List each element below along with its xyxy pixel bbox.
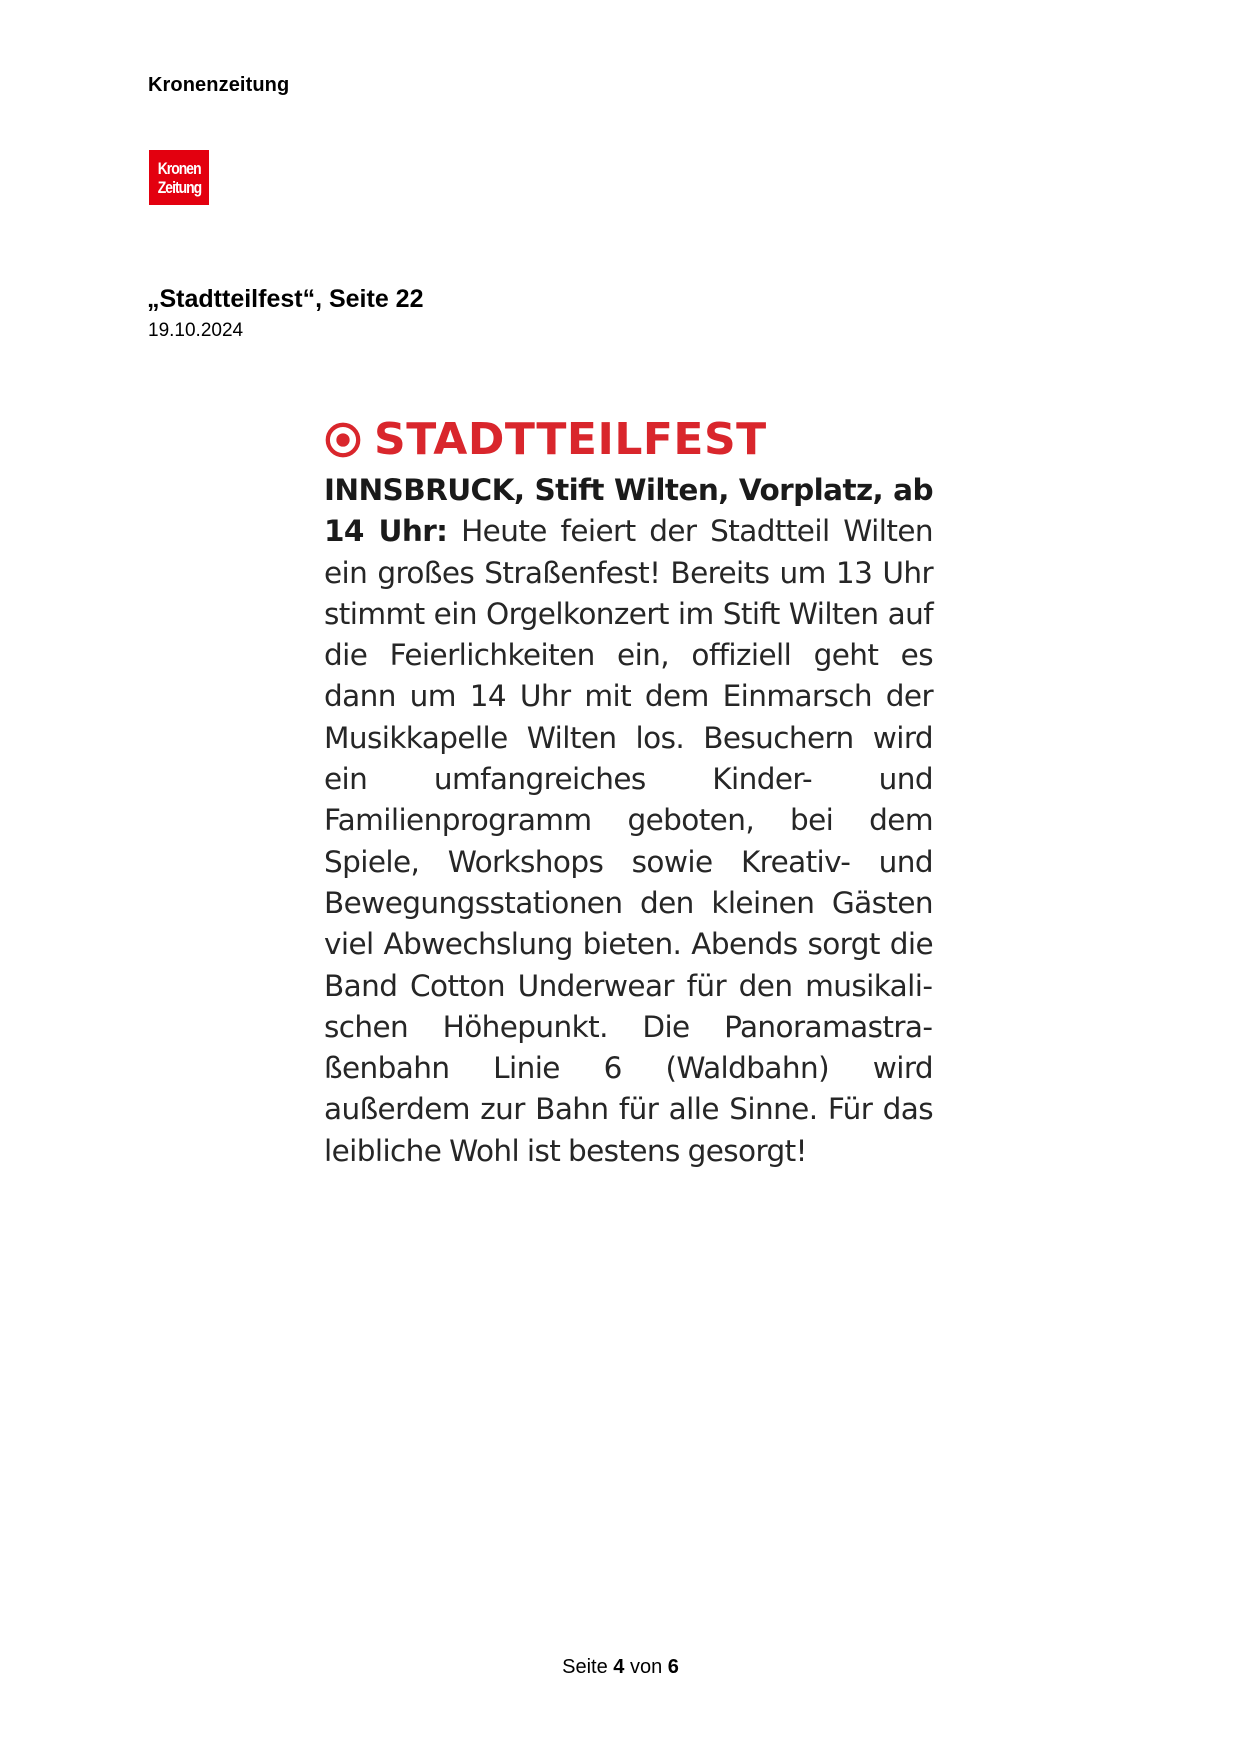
kronen-zeitung-logo: [149, 150, 209, 205]
logo-line-2: Zeitung: [157, 177, 201, 197]
kicker-text: STADTTEILFEST: [374, 414, 767, 465]
footer-total-pages: 6: [667, 1656, 679, 1678]
footer-separator: von: [629, 1656, 663, 1678]
article-body: [324, 470, 933, 1172]
target-icon: [324, 421, 362, 459]
article: [324, 414, 933, 1172]
logo-line-1: Kronen: [157, 158, 201, 178]
footer-prefix: Seite: [562, 1656, 608, 1678]
clip-title: „Stadtteilfest“, Seite 22: [147, 285, 424, 313]
article-lead: INNSBRUCK, Stift Wilten, Vorplatz, ab 14 Uhr:: [324, 473, 933, 549]
page-footer: [0, 1656, 1241, 1679]
article-text: Heute feiert der Stadtteil Wilten ein großes Straßenfest! Bereits um 13 Uhr stimmt ein Orgelkonzert im Stift Wilten auf die Feierlichkeiten ein, offiziell geht es dann um 14 Uhr mit dem Einmarsch der Musikkapelle Wilten los. Besuchern wird ein umfangreiches Kinder- und Familienprogramm geboten, bei dem Spiele, Workshops sowie Kreativ- und Bewegungsstationen den kleinen Gästen viel Abwechslung bieten. Abends sorgt die Band Cotton Underwear für den musikalischen Höhepunkt. Die Panoramastraßenbahn Linie 6 (Waldbahn) wird außerdem zur Bahn für alle Sinne. Für das leibliche Wohl ist bestens gesorgt!: [324, 514, 933, 1168]
article-kicker: [324, 414, 933, 466]
footer-current-page: 4: [613, 1656, 625, 1678]
clip-date: 19.10.2024: [148, 320, 244, 341]
source-name: Kronenzeitung: [148, 74, 290, 96]
